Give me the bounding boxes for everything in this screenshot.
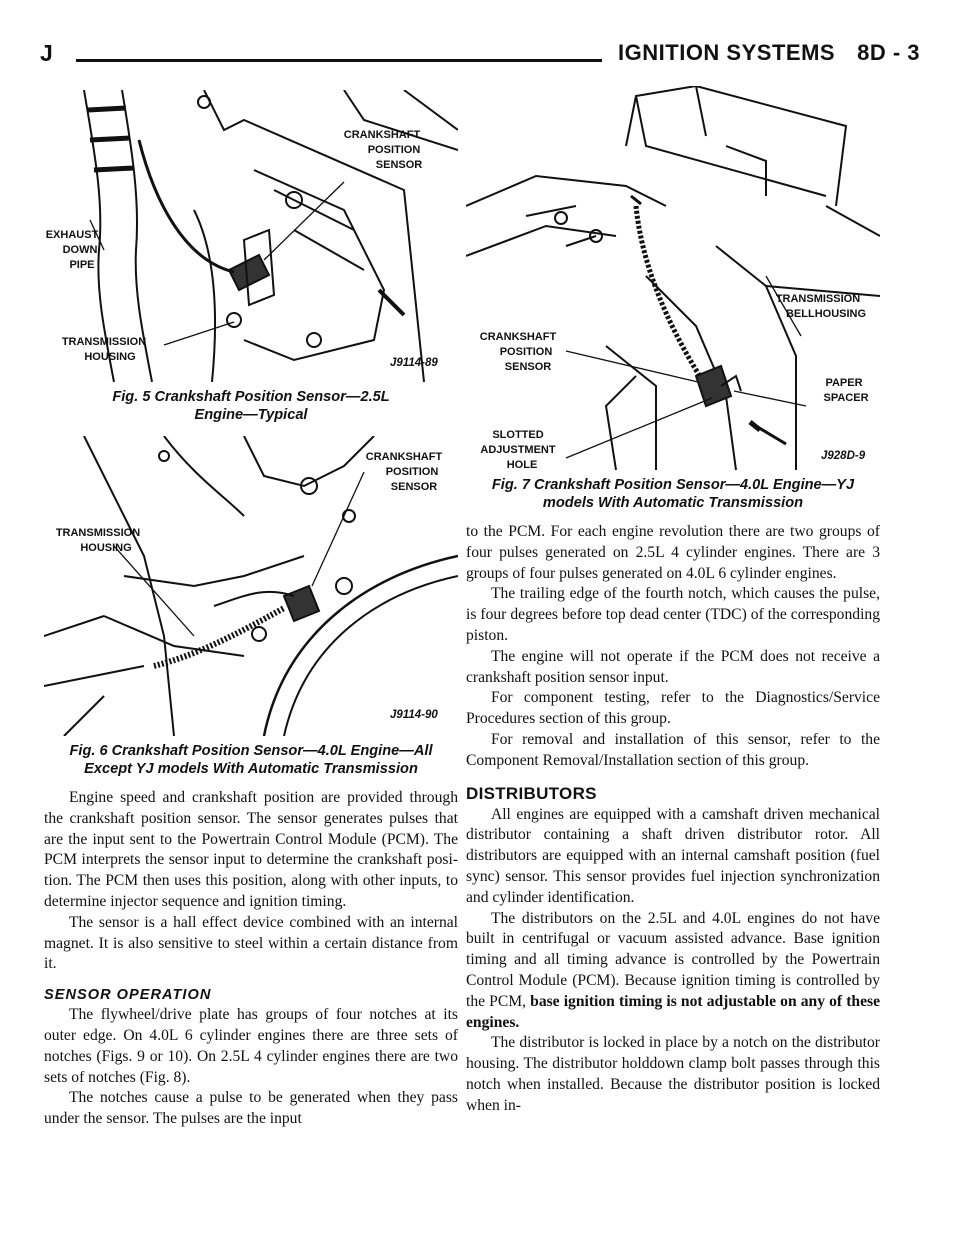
figure-5-caption-line1: Fig. 5 Crankshaft Position Sensor—2.5L: [112, 389, 390, 405]
figure-5-caption: [44, 388, 458, 424]
header-rule: [76, 59, 602, 62]
fig7-label-paper: PAPER: [825, 377, 863, 389]
fig6-label-transmission: TRANSMISSION: [55, 527, 141, 539]
fig5-label-crankshaft: CRANKSHAFT: [343, 129, 421, 141]
fig5-label-pipe: PIPE: [69, 259, 95, 271]
fig7-label-sensor: SENSOR: [504, 361, 552, 373]
header-title: IGNITION SYSTEMS: [618, 40, 836, 65]
fig6-label-position: POSITION: [385, 466, 439, 478]
figure-5: [44, 90, 458, 424]
fig5-label-exhaust: EXHAUST: [45, 229, 99, 241]
fig7-label-bellhousing: BELLHOUSING: [785, 308, 867, 320]
page-header: [40, 40, 920, 70]
left-body-text: [44, 788, 458, 1130]
fig5-label-position: POSITION: [367, 144, 421, 156]
figure-6-caption-line1: Fig. 6 Crankshaft Position Sensor—4.0L Engine—All: [69, 743, 433, 759]
header-letter: J: [40, 40, 53, 66]
figure-5-caption-line2: Engine—Typical: [194, 407, 308, 423]
fig7-label-crankshaft: CRANKSHAFT: [479, 331, 557, 343]
right-column: [466, 86, 880, 1117]
fig5-label-housing: HOUSING: [84, 351, 136, 363]
fig6-label-housing: HOUSING: [80, 542, 132, 554]
paragraph: All engines are equipped with a camshaft driven mechanical distributor containing a shaft driven distributor rotor. All distributors are equipped with an internal camshaft position (fuel sync) sensor. This sensor provides fuel injection synchronization and cylinder identification.: [466, 805, 880, 906]
paragraph: The sensor is a hall effect device combined with an internal magnet. It is also sensitive to steel within a certain distance from it.: [44, 913, 458, 973]
paragraph-timing-emphasis: base ignition timing is not adjustable on any of these engines.: [466, 992, 881, 1031]
paragraph: The trailing edge of the fourth notch, which causes the pulse, is four degrees before top dead center (TDC) of the corresponding piston.: [466, 585, 880, 644]
fig7-label-adjustment: ADJUSTMENT: [480, 444, 556, 456]
figure-6-caption: [44, 742, 458, 778]
paragraph: to the PCM. For each engine revolution there are two groups of four pulses generated on 2.5L 4 cylinder engines. There are 3 groups of four pulses generated on 4.0L 6 cylinder engines.: [466, 523, 880, 582]
paragraph: The notches cause a pulse to be generated when they pass under the sensor. The pulses are the input: [44, 1089, 458, 1128]
fig7-label-position: POSITION: [499, 346, 553, 358]
figure-5-illustration: [44, 90, 458, 382]
fig7-label-transmission: TRANSMISSION: [775, 293, 861, 305]
fig7-label-hole: HOLE: [506, 459, 538, 470]
left-column: [44, 90, 458, 1130]
fig7-id: J928D-9: [821, 450, 866, 462]
paragraph: The engine will not operate if the PCM does not receive a crankshaft position sensor input.: [466, 647, 880, 686]
figure-7-illustration: [466, 86, 880, 470]
paragraph-timing: [466, 909, 880, 1034]
figure-7: [466, 86, 880, 512]
paragraph: For component testing, refer to the Diagnostics/Service Procedures section of this group.: [466, 689, 880, 728]
figure-7-caption-line2: models With Automatic Transmission: [542, 495, 804, 511]
figure-6-caption-line2: Except YJ models With Automatic Transmission: [84, 761, 418, 777]
fig5-id: J9114-89: [390, 357, 438, 369]
fig7-label-slotted: SLOTTED: [492, 429, 544, 441]
figure-6-illustration: [44, 436, 458, 736]
paragraph: The flywheel/drive plate has groups of four notches at its outer edge. On 4.0L 6 cylinder engines there are three sets of notches (Figs. 9 or 10). On 2.5L 4 cylinder engines there are two sets of notches (Fig. 8).: [44, 1006, 458, 1086]
paragraph: The distributor is locked in place by a notch on the distributor housing. The distributor holddown clamp bolt passes through this notch when installed. Because the distributor position is locked when in-: [466, 1034, 880, 1114]
fig5-label-down: DOWN: [62, 244, 98, 256]
subheading-sensor-operation: SENSOR OPERATION: [44, 987, 212, 1004]
paragraph-timing-text: The distributors on the 2.5L and 4.0L engines do not have built in centrifugal or vacuum assisted advance. Base ignition timing and all timing advance is controlled by the Powertrain Control Module (PCM). Because ignition timing is controlled by the PCM,: [466, 909, 880, 1010]
fig5-label-sensor: SENSOR: [375, 159, 423, 171]
fig5-label-transmission: TRANSMISSION: [61, 336, 147, 348]
right-body-text: [466, 522, 880, 1117]
fig7-label-spacer: SPACER: [823, 392, 869, 404]
paragraph: Engine speed and crankshaft position are provided through the crankshaft position sensor. The sensor generates pulses that are the input sent to the Powertrain Control Module (PCM). The PCM interprets the sensor input to determine the crankshaft position. The PCM then uses this position, along with other inputs, to determine injector sequence and ignition timing.: [44, 789, 458, 910]
paragraph: For removal and installation of this sensor, refer to the Component Removal/Installation section of this group.: [466, 730, 880, 769]
figure-7-caption: [466, 476, 880, 512]
fig6-label-sensor: SENSOR: [390, 481, 438, 493]
figure-6: [44, 436, 458, 778]
heading-distributors: DISTRIBUTORS: [466, 783, 597, 803]
fig6-id: J9114-90: [390, 709, 438, 721]
figure-7-caption-line1: Fig. 7 Crankshaft Position Sensor—4.0L Engine—YJ: [491, 477, 855, 493]
header-section-number: 8D - 3: [857, 40, 920, 65]
fig6-label-crankshaft: CRANKSHAFT: [365, 451, 443, 463]
header-title-block: [618, 40, 920, 66]
